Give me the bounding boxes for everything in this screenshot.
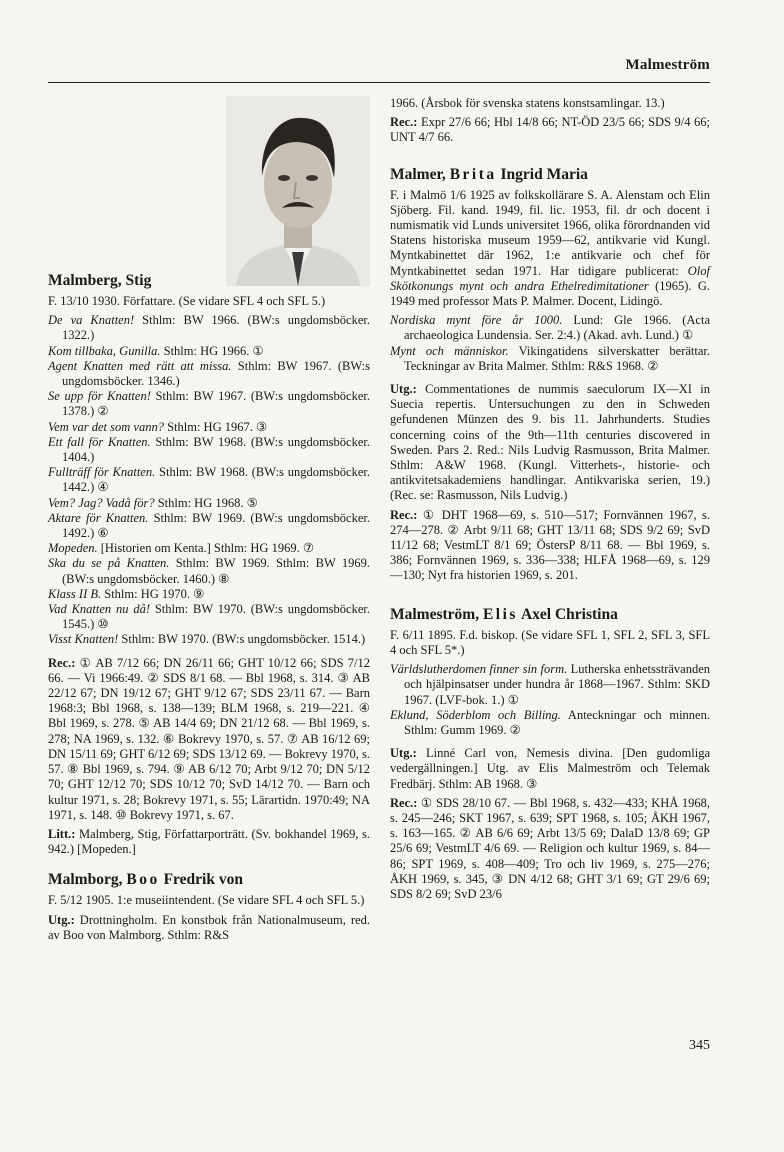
entry-malmer	[390, 166, 710, 584]
reviews-paragraph: Rec.: ① AB 7/12 66; DN 26/11 66; GHT 10/12 66; SDS 7/12 66. — Vi 1966:49. ② SDS 8/1 68. — Bbl 1968, s. 314. ③ AB 22/12 67; DN 19/12 67; GHT 9/12 67; SDS 23/11 67. — Barn 1968:3; Bbl 1968, s. 138—139; BLM 1968, s. 219—221. ④ Bbl 1969, s. 278. ⑤ AB 14/4 69; DN 21/12 68. — Bbl 1969, s. 278; NA 1969, s. 132. ⑥ Bokrevy 1970, s. 57. ⑦ AB 16/12 69; DN 15/11 69; GHT 6/12 69; SDS 13/12 69. — Bokrevy 1970, s. 57. ⑧ Bbl 1969, s. 794. ⑨ AB 6/12 70; Arbt 9/12 70; DN 5/12 70; GHT 12/12 70; SDS 10/12 70; SvD 14/12 70. — Barn och kultur 1971, s. 28; Bokrevy 1971, s. 55; Lärartidn. 1970:49; NA 1971, s. 148. ⑩ Bokrevy 1971, s. 67.	[48, 655, 370, 822]
work-item: Aktare för Knatten. Sthlm: BW 1969. (BW:s ungdomsböcker. 1492.) ⑥	[48, 510, 370, 541]
entry-bio: F. 13/10 1930. Författare. (Se vidare SFL 4 och SFL 5.)	[48, 294, 326, 308]
work-item: Nordiska mynt före år 1000. Lund: Gle 1966. (Acta archaeologica Lundensia. Ser. 2:4.) (Akad. avh. Lund.) ①	[390, 313, 710, 343]
work-item: Agent Knatten med rätt att missa. Sthlm: BW 1967. (BW:s ungdomsböcker. 1346.)	[48, 358, 370, 389]
running-head: Malmeström	[625, 57, 710, 73]
work-item: Visst Knatten! Sthlm: BW 1970. (BW:s ungdomsböcker. 1514.)	[48, 632, 366, 647]
entry-malmestrom	[390, 606, 710, 902]
entry-malmborg	[48, 871, 370, 943]
entry-malmborg-continued	[390, 96, 710, 146]
editions-paragraph: Utg.: Linné Carl von, Nemesis divina. [Den gudomliga vedergällningen.] Utg. av Elis Malmeström och Telemak Fredbärj. Sthlm: AB 1968. ③	[390, 746, 710, 791]
work-item: Fullträff för Knatten. Sthlm: BW 1968. (BW:s ungdomsböcker. 1442.) ④	[48, 465, 370, 495]
entry-bio: F. 6/11 1895. F.d. biskop. (Se vidare SFL 1, SFL 2, SFL 3, SFL 4 och SFL 5*.)	[390, 627, 710, 657]
entry-bio: F. i Malmö 1/6 1925 av folkskollärare S. A. Alenstam och Elin Sjöberg. Fil. kand. 1949, fil. lic. 1953, fil. dr och docent i numismatik vid Lunds universitet 1966, olika förordnanden vid Statens historiska museum 1959—62, antikvarie vid Kungl. Myntkabinettet där 1962, 1:e antikvarie och chef för Myntkabinettet sedan 1971. Har tidigare publicerat: Olof Skötkonungs mynt och andra Ethelredimitationer (1965). G. 1949 med professor Mats P. Malmer. Docent, Lidingö.	[390, 187, 711, 309]
work-item: Vem var det som vann? Sthlm: HG 1967. ③	[48, 419, 268, 434]
work-item: Kom tillbaka, Gunilla. Sthlm: HG 1966. ①	[48, 343, 264, 358]
entry-heading: Malmborg, Boo Fredrik von	[48, 871, 243, 889]
page-number: 345	[689, 1038, 710, 1053]
work-item: Vad Knatten nu då! Sthlm: BW 1970. (BW:s ungdomsböcker. 1545.) ⑩	[48, 602, 370, 632]
work-item: Eklund, Söderblom och Billing. Anteckningar och minnen. Sthlm: Gumm 1969. ②	[390, 707, 710, 737]
work-item: Mynt och människor. Vikingatidens silverskatter berättar. Teckningar av Brita Malmer. Sthlm: R&S 1968. ②	[390, 343, 711, 373]
work-item: Ska du se på Knatten. Sthlm: BW 1969. Sthlm: BW 1969. (BW:s ungdomsböcker. 1460.) ⑧	[48, 556, 371, 586]
work-item: Se upp för Knatten! Sthlm: BW 1967. (BW:s ungdomsböcker. 1378.) ②	[48, 389, 370, 419]
editions-paragraph: Utg.: Commentationes de nummis saeculorum IX—XI in Suecia repertis. Untersuchungen zu den in Schweden gefundenen Münzen des 9. bis 11. Jahrhunderts. Studies concerning coins of the 9th—11th centuries discovered in Sweden. Pars 2. Red.: Nils Ludvig Rasmusson, Brita Malmer. Sthlm: A&W 1968. (Kungl. Vitterhets-, historie- och antikvitetsakademiens handlingar. Antikvariska serien, 19.) (Rec. se: Rasmusson, Nils Ludvig.)	[390, 382, 710, 503]
work-item: De va Knatten! Sthlm: BW 1966. (BW:s ungdomsböcker. 1322.)	[48, 313, 370, 343]
work-item: Vem? Jag? Vadå för? Sthlm: HG 1968. ⑤	[48, 495, 258, 510]
reviews-paragraph: Rec.: ① SDS 28/10 67. — Bbl 1968, s. 432—433; KHÅ 1968, s. 245—246; SKT 1967, s. 639; SPT 1968, s. 105; ÅKH 1967, s. 163—165. ② AB 6/6 69; Arbt 13/5 69; DalaD 13/8 69; GP 25/6 69; VestmLT 4/6 69. — Religion och kultur 1969, s. 84—86; SPT 1969, s. 408—409; Tro och liv 1969, s. 275—276; ÅKH 1969, s. 345, ③ DN 4/12 68; GHT 3/1 69; GT 29/6 69; SDS 8/2 69; SvD 23/6	[390, 795, 710, 901]
continued-text: 1966. (Årsbok för svenska statens konstsamlingar. 13.)	[390, 96, 665, 110]
left-column	[48, 96, 370, 957]
work-item: Världslutherdomen finner sin form. Lutherska enhetssträvanden och hjälpinsatser under hundra år 1868—1967. Sthlm: SKD 1967. (LVF-bok. 1.) ①	[390, 662, 711, 707]
entry-malmberg	[48, 96, 370, 857]
reviews-paragraph: Rec.: Expr 27/6 66; Hbl 14/8 66; NT-ÖD 23/5 66; SDS 9/4 66; UNT 4/7 66.	[390, 115, 710, 145]
right-column	[390, 96, 710, 916]
editions-paragraph: Utg.: Drottningholm. En konstbok från Nationalmuseum, red. av Boo von Malmborg. Sthlm: R&S	[48, 912, 370, 942]
entry-bio: F. 5/12 1905. 1:e museiintendent. (Se vidare SFL 4 och SFL 5.)	[48, 893, 365, 908]
work-item: Klass II B. Sthlm: HG 1970. ⑨	[48, 586, 205, 601]
header-rule	[48, 82, 710, 83]
literature-paragraph: Litt.: Malmberg, Stig, Författarporträtt. (Sv. bokhandel 1969, s. 942.) [Mopeden.]	[48, 826, 370, 857]
entry-heading: Malmeström, Elis Axel Christina	[390, 605, 618, 623]
work-item: Ett fall för Knatten. Sthlm: BW 1968. (BW:s ungdomsböcker. 1404.)	[48, 434, 370, 465]
reviews-paragraph: Rec.: ① DHT 1968—69, s. 510—517; Fornvännen 1967, s. 274—278. ② Arbt 9/11 68; GHT 13/11 68; SDS 9/2 69; SvD 11/12 68; VestmLT 8/1 69; ÖstersP 8/11 68. — Bbl 1969, s. 386; Fornvännen 1969, s. 336—338; HLFÅ 1968—69, s. 129—130; Nyt fra historien 1969, s. 201.	[390, 507, 710, 583]
work-item: Mopeden. [Historien om Kenta.] Sthlm: HG 1969. ⑦	[48, 541, 315, 556]
author-portrait-photo	[226, 96, 370, 286]
entry-heading: Malmberg, Stig	[48, 272, 152, 289]
entry-heading: Malmer, Brita Ingrid Maria	[390, 165, 588, 183]
